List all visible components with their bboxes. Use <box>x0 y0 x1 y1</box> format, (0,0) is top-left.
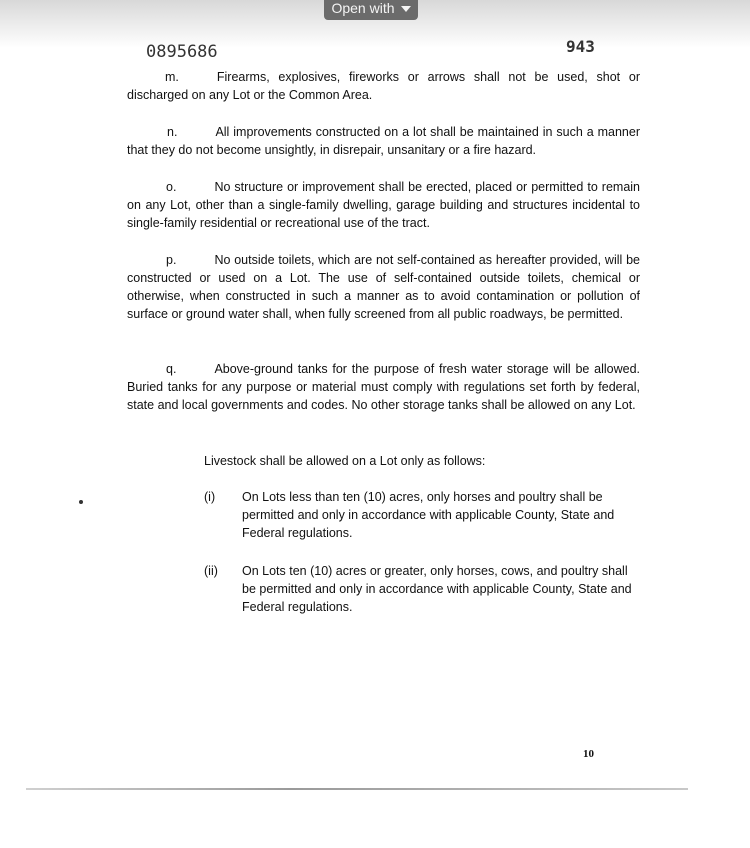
paragraph-text: All improvements constructed on a lot shall be maintained in such a manner that they do not become unsightly, in disrepair, unsanitary or a fire hazard. <box>127 125 640 157</box>
livestock-item-text: On Lots ten (10) acres or greater, only horses, cows, and poultry shall be permitted and only in accordance with applicable County, State and Federal regulations. <box>242 564 632 614</box>
scan-speck <box>79 500 83 504</box>
livestock-item-number: (i) <box>204 490 216 504</box>
paragraph-q <box>127 360 640 414</box>
paragraph-letter: o. <box>166 180 177 194</box>
paragraph-text: No outside toilets, which are not self-contained as hereafter provided, will be constructed or used on a Lot. The use of self-contained outside toilets, chemical or otherwise, when constructed in such a manner as to avoid contamination or pollution of surface or ground water shall, when fully screened from all public roadways, be permitted. <box>127 253 640 321</box>
paragraph-m <box>127 68 640 104</box>
paragraph-n <box>127 123 640 159</box>
paragraph-o <box>127 178 640 232</box>
paragraph-text: Firearms, explosives, fireworks or arrows shall not be used, shot or discharged on any Lot or the Common Area. <box>127 70 640 102</box>
paragraph-letter: m. <box>165 70 179 84</box>
chevron-down-icon <box>401 6 411 12</box>
paragraph-letter: p. <box>166 253 177 267</box>
livestock-item <box>204 488 640 542</box>
paragraph-p <box>127 251 640 323</box>
open-with-label: Open with <box>331 0 395 16</box>
livestock-item-text: On Lots less than ten (10) acres, only horses and poultry shall be permitted and only in accordance with applicable County, State and Federal regulations. <box>242 490 615 540</box>
paragraph-letter: n. <box>167 125 178 139</box>
livestock-item <box>204 562 640 616</box>
paragraph-letter: q. <box>166 362 177 376</box>
livestock-item-number: (ii) <box>204 564 218 578</box>
livestock-intro: Livestock shall be allowed on a Lot only as follows: <box>204 454 486 468</box>
paragraph-text: Above-ground tanks for the purpose of fresh water storage will be allowed. Buried tanks for any purpose or material must comply with regulations set forth by federal, state and local governments and codes. No other storage tanks shall be allowed on any Lot. <box>127 362 640 412</box>
page-number: 10 <box>583 748 594 760</box>
document-number: 0895686 <box>146 42 218 62</box>
book-number: 943 <box>566 37 595 56</box>
paragraph-text: No structure or improvement shall be erected, placed or permitted to remain on any Lot, other than a single-family dwelling, garage building and structures incidental to single-family residential or recreational use of the tract. <box>127 180 640 230</box>
open-with-button[interactable] <box>324 0 418 20</box>
page-bottom-edge <box>26 788 688 790</box>
